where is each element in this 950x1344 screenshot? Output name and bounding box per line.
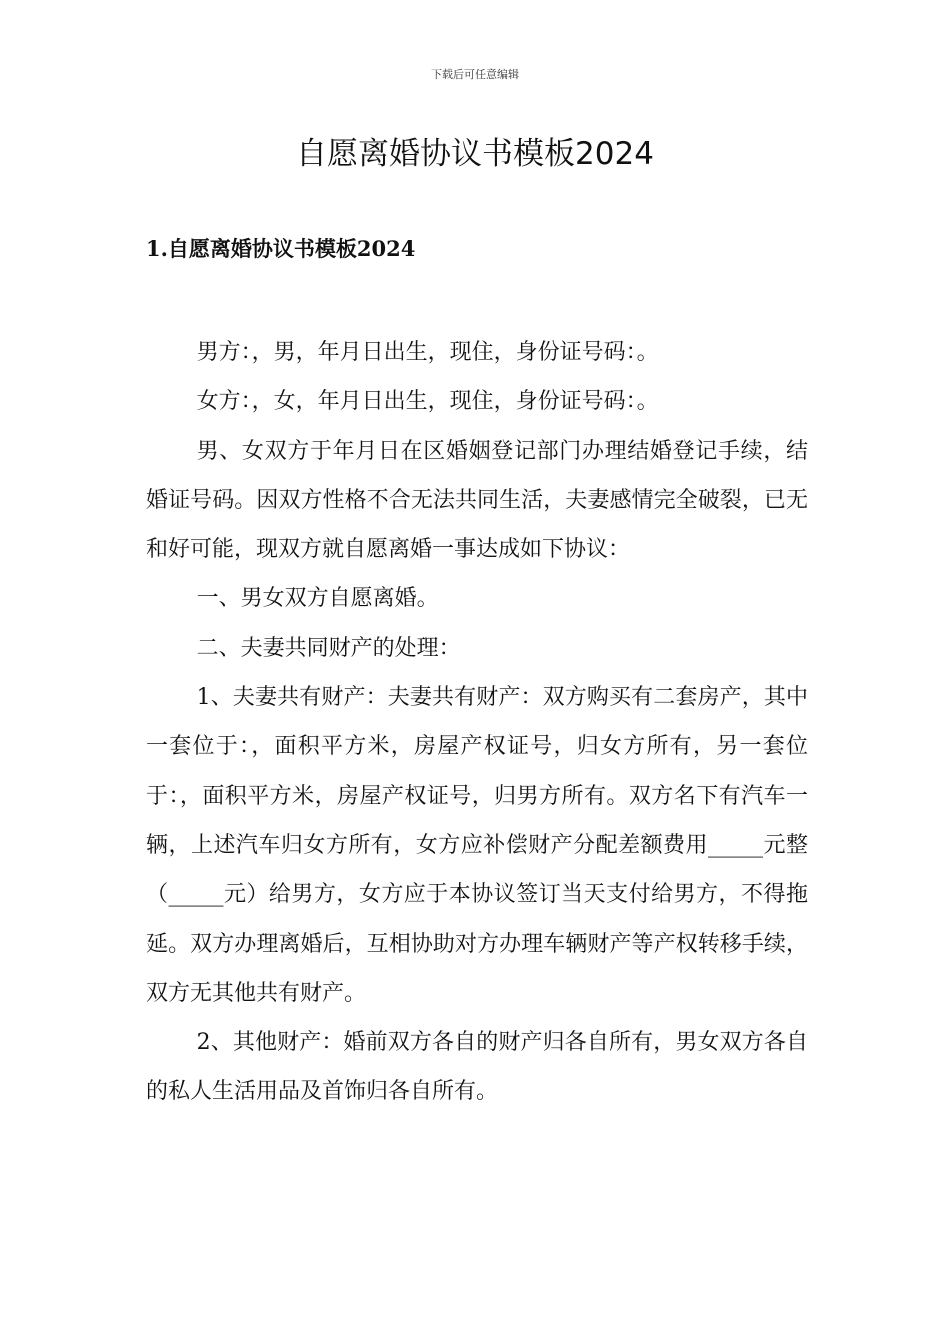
document-title: 自愿离婚协议书模板2024	[296, 136, 654, 172]
paragraph-marriage-background: 男、女双方于年月日在区婚姻登记部门办理结婚登记手续，结婚证号码。因双方性格不合无法共同生活，夫妻感情完全破裂，已无和好可能，现双方就自愿离婚一事达成如下协议：	[146, 438, 808, 563]
paragraph-husband-info: 男方：，男，年月日出生，现住，身份证号码：。	[196, 340, 659, 365]
paragraph-other-property: 2、其他财产：婚前双方各自的财产归各自所有，男女双方各自的私人生活用品及首饰归各自所有。	[146, 1030, 808, 1105]
paragraph-wife-info: 女方：，女，年月日出生，现住，身份证号码：。	[196, 389, 659, 415]
document-body	[146, 328, 808, 1117]
section-heading: 1.自愿离婚协议书模板2024	[146, 236, 416, 261]
paragraph-clause-2: 二、夫妻共同财产的处理：	[196, 635, 461, 661]
paragraph-common-property: 1、夫妻共有财产：夫妻共有财产：双方购买有二套房产，其中一套位于：，面积平方米，房屋产权证号，归女方所有，另一套位于：，面积平方米，房屋产权证号，归男方所有。双方名下有汽车一辆，上述汽车归女方所有，女方应补偿财产分配差额费用_____元整（_____元）给男方，女方应于本协议签订当天支付给男方，不得拖延。双方办理离婚后，互相协助对方办理车辆财产等产权转移手续，双方无其他共有财产。	[146, 685, 808, 1006]
header-note: 下载后可任意编辑	[431, 68, 519, 81]
paragraph-clause-1: 一、男女双方自愿离婚。	[196, 586, 439, 612]
